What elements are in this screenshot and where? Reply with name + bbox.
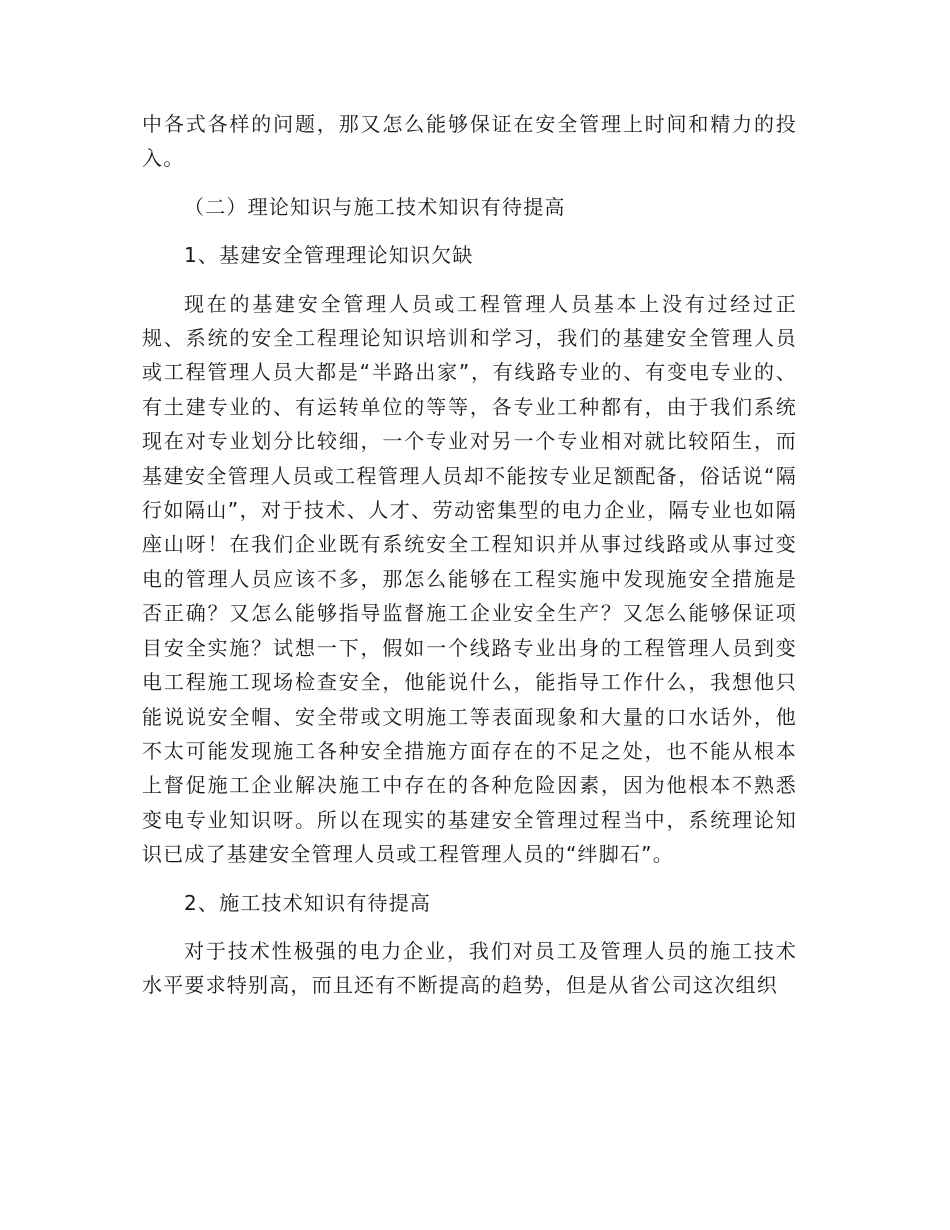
continuation-paragraph: 中各式各样的问题，那又怎么能够保证在安全管理上时间和精力的投入。 [142, 112, 797, 171]
subsection-heading: 1、基建安全管理理论知识欠缺 [184, 243, 474, 268]
body-paragraph: 对于技术性极强的电力企业，我们对员工及管理人员的施工技术水平要求特别高，而且还有不断提高的趋势，但是从省公司这次组织 [142, 938, 797, 998]
document-body [142, 107, 797, 1003]
body-paragraph: 现在的基建安全管理人员或工程管理人员基本上没有过经过正规、系统的安全工程理论知识培训和学习，我们的基建安全管理人员或工程管理人员大都是“半路出家”，有线路专业的、有变电专业的、有土建专业的、有运转单位的等等，各专业工种都有，由于我们系统现在对专业划分比较细，一个专业对另一个专业相对就比较陌生，而基建安全管理人员或工程管理人员却不能按专业足额配备，俗话说“隔行如隔山”，对于技术、人才、劳动密集型的电力企业，隔专业也如隔座山呀！在我们企业既有系统安全工程知识并从事过线路或从事过变电的管理人员应该不多，那怎么能够在工程实施中发现施安全措施是否正确？又怎么能够指导监督施工企业安全生产？又怎么能够保证项目安全实施？试想一下，假如一个线路专业出身的工程管理人员到变电工程施工现场检查安全，他能说什么，能指导工作什么，我想他只能说说安全帽、安全带或文明施工等表面现象和大量的口水话外，他不太可能发现施工各种安全措施方面存在的不足之处，也不能从根本上督促施工企业解决施工中存在的各种危险因素，因为他根本不熟悉变电专业知识呀。所以在现实的基建安全管理过程当中，系统理论知识已成了基建安全管理人员或工程管理人员的“绊脚石”。 [142, 291, 797, 867]
subsection-heading: 2、施工技术知识有待提高 [184, 890, 432, 915]
section-heading: （二）理论知识与施工技术知识有待提高 [184, 194, 566, 219]
